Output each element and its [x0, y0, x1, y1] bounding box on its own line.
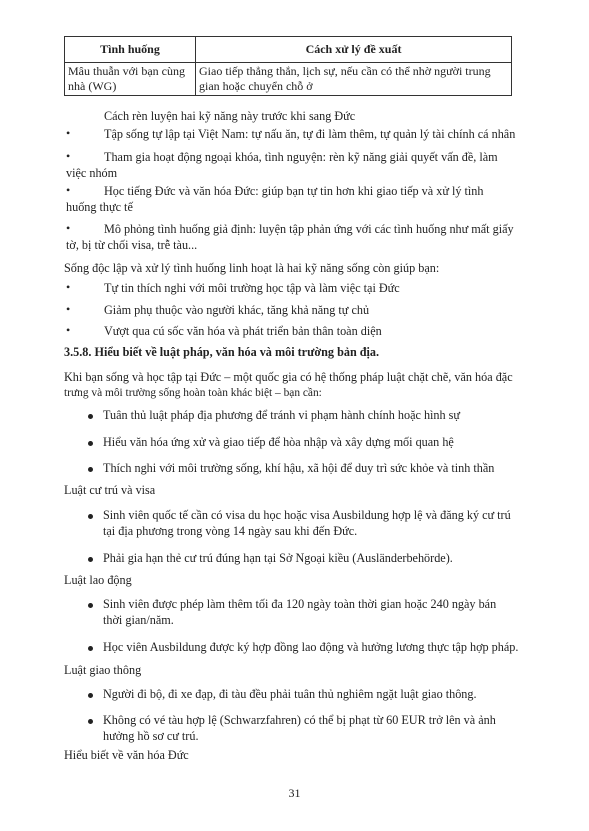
bullet-icon	[88, 646, 93, 651]
list-item: Học tiếng Đức và văn hóa Đức: giúp bạn tự tin hơn khi giao tiếp và xử lý tình huống thực tế	[66, 184, 484, 214]
bullet-icon	[88, 693, 93, 698]
bullet-icon: •	[66, 126, 71, 140]
subsection-title: Luật lao động	[64, 573, 132, 587]
list-item: Học viên Ausbildung được ký hợp đồng lao động và hưởng lương thực tập hợp pháp.	[103, 640, 519, 654]
list-item: Tự tin thích nghi với môi trường học tập và làm việc tại Đức	[104, 281, 400, 295]
table-header-row	[65, 37, 512, 63]
list-item: Không có vé tàu hợp lệ (Schwarzfahren) có thể bị phạt từ 60 EUR trở lên và ảnh hưởng hồ sơ cư trú.	[103, 713, 496, 743]
bullet-icon	[88, 557, 93, 562]
section-intro-line: Khi bạn sống và học tập tại Đức – một quốc gia có hệ thống pháp luật chặt chẽ, văn hóa đặc	[64, 370, 513, 384]
section-intro-line: trưng và môi trường sống hoàn toàn khác biệt – bạn cần:	[64, 387, 322, 399]
list-item: Tham gia hoạt động ngoại khóa, tình nguyện: rèn kỹ năng giải quyết vấn đề, làm việc nhóm	[66, 150, 498, 180]
subsection-title: Luật giao thông	[64, 663, 142, 677]
bullet-icon: •	[66, 323, 71, 337]
bullet-icon	[88, 441, 93, 446]
situation-table	[64, 36, 512, 96]
list-item: Người đi bộ, đi xe đạp, đi tàu đều phải tuân thủ nghiêm ngặt luật giao thông.	[103, 687, 477, 701]
bullet-icon: •	[66, 183, 71, 197]
list-item: Thích nghi với môi trường sống, khí hậu, xã hội để duy trì sức khỏe và tinh thần	[103, 461, 495, 475]
section-heading: 3.5.8. Hiểu biết về luật pháp, văn hóa và môi trường bản địa.	[64, 345, 380, 359]
subsection-title: Hiểu biết về văn hóa Đức	[64, 748, 189, 762]
table-header-cell: Tình huống	[65, 37, 196, 63]
bullet-icon	[88, 514, 93, 519]
bullet-icon: •	[66, 221, 71, 235]
list-item: Mô phỏng tình huống giả định: luyện tập phản ứng với các tình huống như mất giấy tờ, bị từ chối visa, trễ tàu...	[66, 222, 514, 252]
list-item: Tuân thủ luật pháp địa phương để tránh vi phạm hành chính hoặc hình sự	[103, 408, 461, 422]
list-item: Sinh viên được phép làm thêm tối đa 120 ngày toàn thời gian hoặc 240 ngày bán thời gian/năm.	[103, 597, 497, 627]
list-item: Sinh viên quốc tế cần có visa du học hoặc visa Ausbildung hợp lệ và đăng ký cư trú tại địa phương trong vòng 14 ngày sau khi đến Đức.	[103, 508, 511, 538]
bullet-icon	[88, 414, 93, 419]
bullet-icon	[88, 719, 93, 724]
page-number: 31	[288, 786, 301, 800]
bullet-icon	[88, 467, 93, 472]
table-row	[65, 63, 512, 96]
list-item: Hiểu văn hóa ứng xử và giao tiếp để hòa nhập và xây dựng mối quan hệ	[103, 435, 454, 449]
table-cell-situation: Mâu thuẫn với bạn cùng nhà (WG)	[65, 63, 196, 96]
bullet-icon: •	[66, 280, 71, 294]
skills-paragraph: Sống độc lập và xử lý tình huống linh hoạt là hai kỹ năng sống còn giúp bạn:	[64, 261, 440, 275]
list-item: Phải gia hạn thẻ cư trú đúng hạn tại Sở Ngoại kiều (Ausländerbehörde).	[103, 551, 453, 565]
bullet-icon: •	[66, 149, 71, 163]
prep-paragraph: Cách rèn luyện hai kỹ năng này trước khi sang Đức	[104, 109, 356, 123]
subsection-title: Luật cư trú và visa	[64, 483, 156, 497]
table-header-cell: Cách xử lý đề xuất	[196, 37, 512, 63]
list-item: Tập sống tự lập tại Việt Nam: tự nấu ăn, tự đi làm thêm, tự quản lý tài chính cá nhân	[104, 127, 516, 141]
table-cell-solution: Giao tiếp thẳng thắn, lịch sự, nếu cần có thể nhờ người trung gian hoặc chuyển chỗ ở	[196, 63, 512, 96]
list-item: Vượt qua cú sốc văn hóa và phát triển bản thân toàn diện	[104, 324, 382, 338]
list-item: Giảm phụ thuộc vào người khác, tăng khả năng tự chủ	[104, 303, 370, 317]
bullet-icon	[88, 603, 93, 608]
bullet-icon: •	[66, 302, 71, 316]
